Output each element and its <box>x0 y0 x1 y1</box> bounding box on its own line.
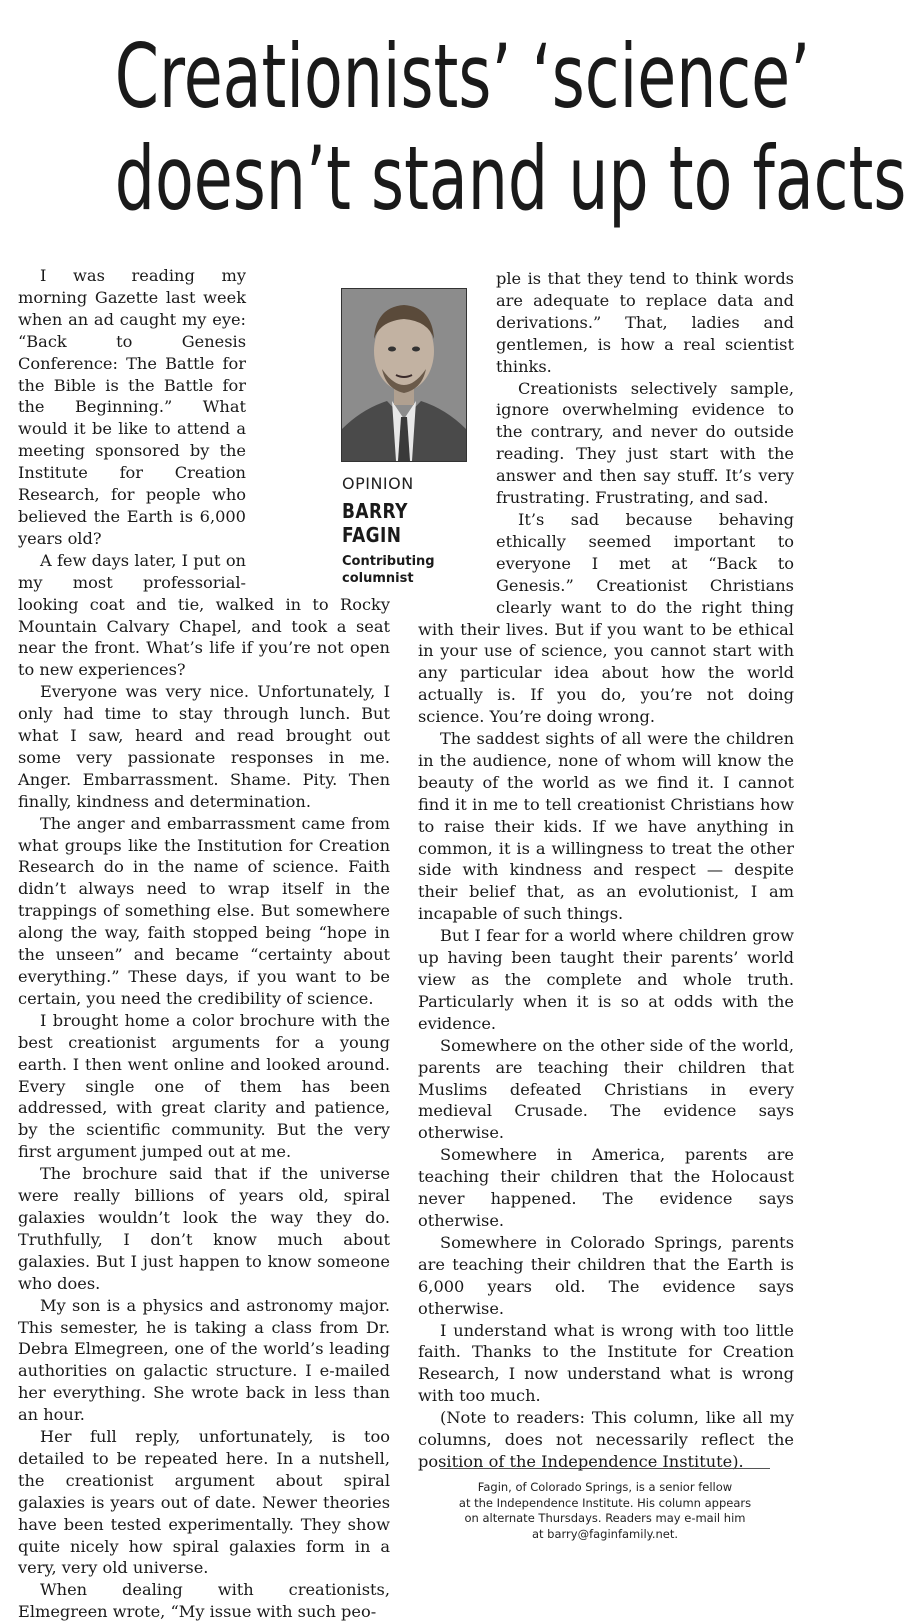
paragraph: A few days later, I put on my most professorial-looking coat and tie, walked in to Rocky Mountain Calvary Chapel, and took a seat near the front. What’s life if you’re not open to new experiences? <box>18 550 390 680</box>
footer-line: Fagin, of Colorado Springs, is a senior fellow <box>477 1480 733 1494</box>
footer-line: on alternate Thursdays. Readers may e-mail him <box>464 1511 746 1525</box>
headline-line-2: doesn’t stand up to facts <box>114 127 906 230</box>
author-role-line-1: Contributing <box>342 554 435 569</box>
byline-wrap-spacer <box>418 268 490 600</box>
article-column-1 <box>18 265 390 1623</box>
paragraph: I brought home a color brochure with the best creationist arguments for a young earth. I then went online and looked around. Every single one of them has been addressed, with great clarity and patience, by the scientific community. But the very first argument jumped out at me. <box>18 1010 390 1162</box>
paragraph: The brochure said that if the universe were really billions of years old, spiral galaxies wouldn’t look the way they do. Truthfully, I don’t know much about galaxies. But I just happen to know someone who does. <box>18 1164 390 1293</box>
author-bio-footer <box>430 1480 780 1542</box>
paragraph: The saddest sights of all were the children in the audience, none of whom will know the beauty of the world as we find it. I cannot find it in me to tell creationist Christians how to raise their kids. If we have anything in common, it is a willingness to treat the other side with kindness and respect — despite their belief that, as an evolutionist, I am incapable of such things. <box>418 729 794 924</box>
paragraph: Everyone was very nice. Unfortunately, I only had time to stay through lunch. But what I saw, heard and read brought out some very passionate responses in me. Anger. Embarrassment. Shame. Pity. Then finally, kindness and determination. <box>18 682 390 811</box>
paragraph: Somewhere in Colorado Springs, parents are teaching their children that the Earth is 6,000 years old. The evidence says otherwise. <box>418 1232 794 1318</box>
paragraph: Creationists selectively sample, ignore overwhelming evidence to the contrary, and never do outside reading. They just start with the answer and then say stuff. It’s very frustrating. Frustrating, and sad. <box>496 378 794 508</box>
author-first-name: BARRY <box>342 499 408 523</box>
headline-line-1: Creationists’ ‘science’ <box>114 25 811 128</box>
paragraph: I understand what is wrong with too little faith. Thanks to the Institute for Creation Research, I now understand what is wrong with too much. <box>418 1320 794 1406</box>
article-column-2 <box>418 268 794 1473</box>
paragraph: My son is a physics and astronomy major. This semester, he is taking a class from Dr. Debra Elmegreen, one of the world’s leading authorities on galactic structure. I e-mailed her everything. She wrote back in less than an hour. <box>18 1295 390 1425</box>
footer-line: at barry@faginfamily.net. <box>531 1526 679 1541</box>
paragraph: ple is that they tend to think words are adequate to replace data and derivations.” That, ladies and gentlemen, is how a real scientist thinks. <box>496 269 794 376</box>
paragraph: Her full reply, unfortunately, is too detailed to be repeated here. In a nutshell, the creationist argument about spiral galaxies is years out of date. Newer theories have been tested experimentally. They show quite nicely how spiral galaxies form in a very, very old universe. <box>18 1427 390 1578</box>
paragraph: When dealing with creationists, Elmegreen wrote, “My issue with such peo- <box>18 1580 390 1622</box>
footer-line: at the Independence Institute. His column appears <box>458 1495 752 1510</box>
author-role-line-2: columnist <box>342 571 414 586</box>
paragraph: Somewhere in America, parents are teaching their children that the Holocaust never happened. The evidence says otherwise. <box>418 1145 794 1230</box>
section-label: OPINION <box>342 474 414 493</box>
footer-divider <box>440 1468 770 1469</box>
paragraph: It’s sad because behaving ethically seemed important to everyone I met at “Back to Genesis.” Creationist Christians clearly want to do the right thing with their lives. But if you want to be ethical in your use of science, you cannot start with any particular idea about how the world actually is. If you do, you’re not doing science. You’re doing wrong. <box>418 509 794 727</box>
paragraph: The anger and embarrassment came from what groups like the Institution for Creation Research do in the name of science. Faith didn’t always need to wrap itself in the trappings of something else. But somewhere along the way, faith stopped being “hope in the unseen” and became “certainty about everything.” These days, if you want to be certain, you need the credibility of science. <box>18 813 390 1008</box>
paragraph: Somewhere on the other side of the world, parents are teaching their children that Muslims defeated Christians in every medieval Crusade. The evidence says otherwise. <box>418 1035 794 1143</box>
photo-wrap-spacer <box>260 265 390 577</box>
paragraph: I was reading my morning Gazette last week when an ad caught my eye: “Back to Genesis Conference: The Battle for the Bible is the Battle for the Beginning.” What would it be like to attend a meeting sponsored by the Institute for Creation Research, for people who believed the Earth is 6,000 years old? <box>18 266 246 548</box>
paragraph: (Note to readers: This column, like all my columns, does not necessarily reflect the position of the Independence Institute). <box>418 1408 794 1471</box>
paragraph: But I fear for a world where children grow up having been taught their parents’ world view as the complete and whole truth. Particularly when it is so at odds with the evidence. <box>418 926 794 1033</box>
author-last-name: FAGIN <box>342 523 402 547</box>
headline <box>114 25 906 230</box>
